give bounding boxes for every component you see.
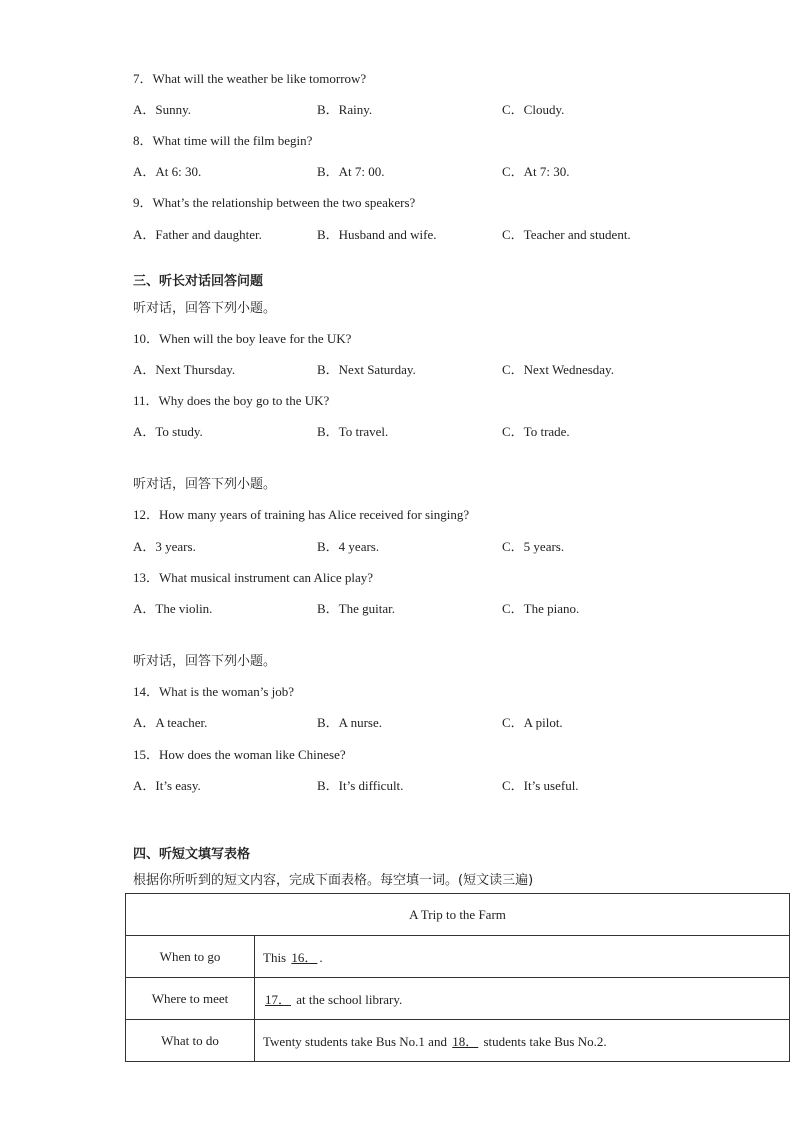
- option-a: A．3 years.: [133, 539, 196, 554]
- table-title: A Trip to the Farm: [126, 894, 790, 936]
- option-b: B．At 7: 00.: [317, 164, 385, 179]
- option-a: A．Father and daughter.: [133, 227, 262, 242]
- table-row: [126, 894, 790, 936]
- option-a: A．A teacher.: [133, 715, 208, 730]
- option-c: C．At 7: 30.: [502, 164, 570, 179]
- row-value: [255, 1020, 790, 1062]
- option-c: C．5 years.: [502, 539, 565, 554]
- option-c: C．Next Wednesday.: [502, 362, 614, 377]
- option-c: C．To trade.: [502, 424, 570, 439]
- section-4-title: 四、听短文填写表格: [133, 847, 251, 862]
- option-b: B．4 years.: [317, 539, 380, 554]
- option-b: B．Rainy.: [317, 102, 373, 117]
- option-a: A．Sunny.: [133, 102, 192, 117]
- answer-blank-18[interactable]: 18．: [452, 1034, 479, 1049]
- option-a: A．To study.: [133, 424, 203, 439]
- question-text: 15．How does the woman like Chinese?: [133, 747, 346, 762]
- row-value: [255, 936, 790, 978]
- option-b: B．The guitar.: [317, 601, 395, 616]
- text-after-blank: at the school library.: [293, 992, 403, 1007]
- option-a: A．Next Thursday.: [133, 362, 236, 377]
- answer-blank-17[interactable]: 17．: [265, 992, 292, 1007]
- table-row: [126, 1020, 790, 1062]
- option-c: C．It’s useful.: [502, 778, 579, 793]
- dialogue-instruction: 听对话，回答下列小题。: [133, 654, 277, 669]
- option-a: A．The violin.: [133, 601, 213, 616]
- option-b: B．Next Saturday.: [317, 362, 416, 377]
- question-text: 12．How many years of training has Alice received for singing?: [133, 507, 470, 522]
- row-label: Where to meet: [126, 978, 255, 1020]
- option-c: C．Teacher and student.: [502, 227, 631, 242]
- question-text: 13．What musical instrument can Alice play?: [133, 570, 374, 585]
- option-b: B．Husband and wife.: [317, 227, 437, 242]
- question-text: 10．When will the boy leave for the UK?: [133, 331, 352, 346]
- row-label: When to go: [126, 936, 255, 978]
- section-3-instruction: 听对话，回答下列小题。: [133, 301, 277, 316]
- section-3-title: 三、听长对话回答问题: [133, 274, 264, 289]
- table-row: [126, 978, 790, 1020]
- table-row: [126, 936, 790, 978]
- option-b: B．It’s difficult.: [317, 778, 404, 793]
- option-c: C．The piano.: [502, 601, 580, 616]
- text-after-blank: .: [319, 950, 323, 965]
- section-4-instruction: 根据你所听到的短文内容，完成下面表格。每空填一词。(短文读三遍): [133, 873, 534, 888]
- text-before-blank: Twenty students take Bus No.1 and: [263, 1034, 451, 1049]
- question-text: 8．What time will the film begin?: [133, 133, 313, 148]
- text-before-blank: This: [263, 950, 290, 965]
- text-after-blank: students take Bus No.2.: [480, 1034, 607, 1049]
- option-a: A．At 6: 30.: [133, 164, 202, 179]
- option-b: B．To travel.: [317, 424, 389, 439]
- option-b: B．A nurse.: [317, 715, 383, 730]
- answer-blank-16[interactable]: 16．: [291, 950, 318, 965]
- fill-in-table: [125, 893, 790, 1062]
- question-text: 7．What will the weather be like tomorrow?: [133, 71, 367, 86]
- option-c: C．A pilot.: [502, 715, 563, 730]
- dialogue-instruction: 听对话，回答下列小题。: [133, 477, 277, 492]
- option-c: C．Cloudy.: [502, 102, 565, 117]
- question-text: 14．What is the woman’s job?: [133, 684, 295, 699]
- question-text: 11．Why does the boy go to the UK?: [133, 393, 330, 408]
- question-text: 9．What’s the relationship between the two speakers?: [133, 195, 416, 210]
- row-label: What to do: [126, 1020, 255, 1062]
- row-value: [255, 978, 790, 1020]
- option-a: A．It’s easy.: [133, 778, 201, 793]
